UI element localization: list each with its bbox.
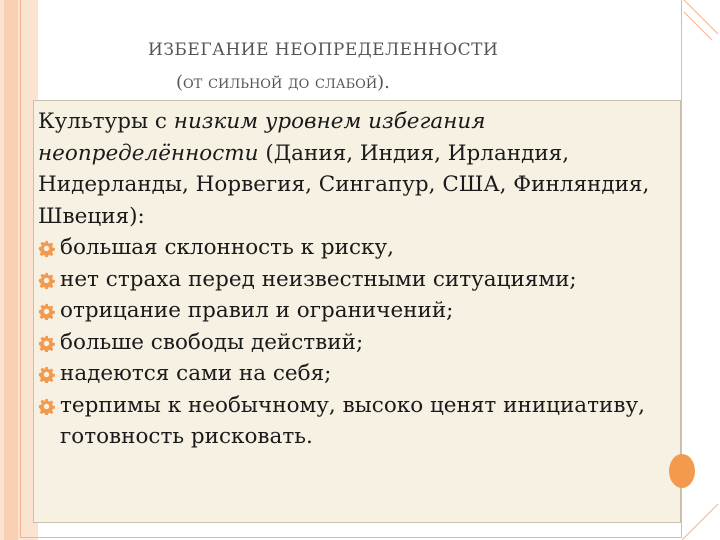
- slide-subtitle: (от сильной до слабой).: [176, 72, 390, 93]
- bullet-text: больше свободы действий;: [60, 329, 364, 355]
- list-item: [38, 264, 678, 296]
- intro-emphasis-1: низким уровнем избегания: [173, 109, 486, 134]
- list-item: [38, 295, 678, 327]
- bullet-list: [38, 232, 678, 453]
- bullet-text: надеются сами на себя;: [60, 361, 332, 386]
- gear-icon: [38, 398, 55, 415]
- gear-icon: [38, 272, 55, 289]
- list-item: [38, 390, 678, 453]
- bullet-text: отрицание правил и ограничений;: [60, 298, 454, 323]
- bullet-text: терпимы к необычному, высоко ценят инициативу, готовность рисковать.: [60, 392, 645, 449]
- left-decor-stripe-inner: [4, 0, 18, 540]
- body-text: [38, 106, 678, 453]
- gear-icon: [38, 335, 55, 352]
- bullet-text: большая склонность к риску,: [60, 235, 394, 260]
- page-number-circle: [669, 454, 695, 488]
- list-item: [38, 327, 678, 359]
- list-item: [38, 358, 678, 390]
- gear-icon: [38, 366, 55, 383]
- intro-countries: (Дания, Индия, Ирландия, Нидерланды, Норвегия, Сингапур, США, Финляндия, Швеция):: [38, 140, 650, 229]
- intro-paragraph: [38, 106, 678, 232]
- slide-title: ИЗБЕГАНИЕ НЕОПРЕДЕЛЕННОСТИ: [148, 40, 499, 60]
- intro-emphasis-2: неопределённости: [38, 140, 259, 166]
- bullet-text: нет страха перед неизвестными ситуациями;: [60, 266, 577, 292]
- intro-lead: Культуры с: [38, 109, 174, 134]
- list-item: [38, 232, 678, 264]
- gear-icon: [38, 240, 55, 257]
- gear-icon: [38, 303, 55, 320]
